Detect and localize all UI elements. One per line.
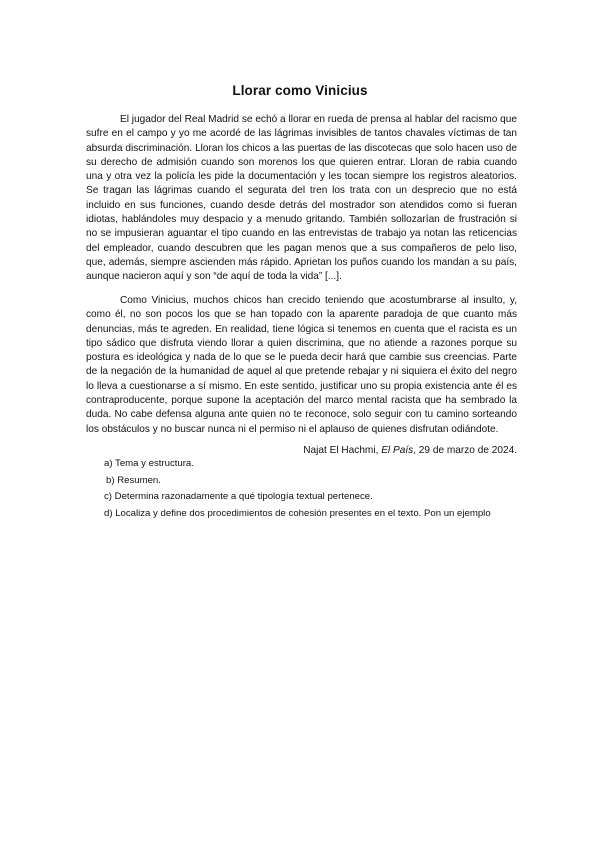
question-a: a) Tema y estructura. xyxy=(104,458,194,469)
question-d: d) Localiza y define dos procedimientos de cohesión presentes en el texto. Pon un ejemplo xyxy=(104,507,491,519)
paragraph-2: Como Vinicius, muchos chicos han crecido teniendo que acostumbrarse al insulto, y, como él, no son pocos los que se han topado con la aparente paradoja de que cuanto más denuncias, más te agreden. En realidad, tiene lógica si tenemos en cuenta que el racista es un tipo sádico que disfruta viendo llorar a quien discrimina, que no atiende a razones porque su postura es ideológica y nada de lo que se le pueda decir hará que cambie sus creencias. Parte de la negación de la humanidad de aquel al que pretende rebajar y ni siquiera el éxito del negro lo lleva a cuestionarse a sí mismo. En este sentido, justificar uno su propia existencia ante él es contraproducente, porque supone la aceptación del marco mental racista que ha sembrado la duda. No cabe defensa alguna ante quien no te reconoce, solo seguir con tu camino sorteando los obstáculos y no buscar nunca ni el permiso ni el aplauso de quienes disfrutan odiándote. xyxy=(86,295,517,435)
document-title: Llorar como Vinicius xyxy=(232,83,368,98)
questions-list xyxy=(104,456,544,522)
signature-source: El País xyxy=(381,445,414,456)
paragraph-1: El jugador del Real Madrid se echó a llorar en rueda de prensa al hablar del racismo que sufre en el campo y yo me acordé de las lágrimas invisibles de tantos chavales víctimas de tan absurda discriminación. Lloran los chicos a las puertas de las discotecas que solo hacen uso de su derecho de admisión cuando son morenos los que quieren entrar. Lloran de rabia cuando una y otra vez la policía les pide la documentación y les tocan siempre los registros aleatorios. Se tragan las lágrimas cuando el segurata del tren los trata con un desprecio que no está incluido en sus funciones, cuando desde detrás del mostrador son atendidos como si fueran idiotas, hablándoles muy despacio y a menudo gritando. También sollozarían de frustración si no se impusieran aguantar el tipo cuando en las entrevistas de trabajo ya notan las reticencias del empleador, cuando descubren que les pagan menos que a sus compañeros de pelo liso, que, además, siempre ascienden más rápido. Aprietan los puños cuando los mandan a su país, aunque nacieron aquí y son “de aquí de toda la vida” [...]. xyxy=(86,114,517,283)
question-c: c) Determina razonadamente a qué tipología textual pertenece. xyxy=(104,491,373,502)
signature-date: , 29 de marzo de 2024. xyxy=(413,445,517,456)
signature-author: Najat El Hachmi, xyxy=(303,445,379,456)
question-b: b) Resumen. xyxy=(106,474,161,486)
